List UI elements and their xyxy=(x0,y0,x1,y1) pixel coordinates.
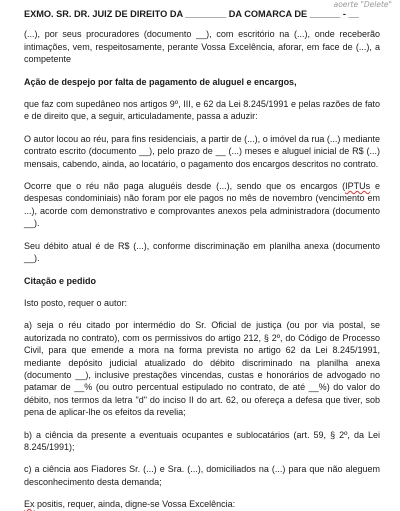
facts-paragraph-1: O autor locou ao réu, para fins residenciais, a partir de (...), o imóvel da rua (...) mediante contrato escrito (documento __), pelo prazo de __ (...) meses e aluguel inicial de R$ (...) mensais, cabendo, ainda, ao locatário, o pagamento dos encargos descritos no contrato. xyxy=(24,133,380,169)
ex-spellcheck-word: Ex xyxy=(24,499,35,510)
document-body xyxy=(24,8,380,511)
court-heading: EXMO. SR. DR. JUIZ DE DIREITO DA ________ DA COMARCA DE ______ - __ xyxy=(24,9,359,19)
closing-line xyxy=(24,498,380,510)
facts-paragraph-2-start: Ocorre que o réu não paga aluguéis desde (...), sendo que os encargos ( xyxy=(24,181,346,192)
iptu-spellcheck-word: IPTUs xyxy=(345,181,371,192)
debt-paragraph: Seu débito atual é de R$ (...), conforme discriminação em planilha anexa (documento __). xyxy=(24,240,380,264)
section-title: Citação e pedido xyxy=(24,275,97,286)
request-item-b: b) a ciência da presente a eventuais ocupantes e sublocatários (art. 59, § 2º, da Lei 8.245/1991); xyxy=(24,429,380,452)
watermark-text: aoerte "Delete" xyxy=(333,0,392,9)
fundament-paragraph: que faz com supedâneo nos artigos 9º, III, e 62 da Lei 8.245/1991 e pelas razões de fato e de direito que, a seguir, articuladamente, passa a aduzir: xyxy=(24,99,380,122)
intro-paragraph: (...), por seus procuradores (documento __), com escritório na (...), onde receberão intimações, vem, respeitosamente, perante Vossa Excelência, aforar, em face de (...), a competente xyxy=(24,29,380,65)
request-item-c: c) a ciência aos Fiadores Sr. (...) e Sra. (...), domiciliados na (...) para que não aleguem desconhecimento desta demanda; xyxy=(24,464,380,487)
closing-line-rest: positis, requer, ainda, digne-se Vossa Excelência: xyxy=(34,499,236,510)
request-intro: Isto posto, requer o autor: xyxy=(24,297,128,308)
request-item-a: a) seja o réu citado por intermédio do Sr. Oficial de justiça (ou por via postal, se autorizada no contrato), com os permissivos do artigo 212, § 2º, do Código de Processo Civil, para que emende a mora na forma prevista no artigo 62 da Lei 8.245/1991, mediante depósito judicial atualizado do débito discriminado na planilha anexa (documento __), inclusive prestações vincendas, custas e honorários de advogado no patamar de __% (ou outro percentual estipulado no contrato, de até __%) do valor do débito, nos termos da letra "d" do inciso II do art. 62, ou ofereça a defesa que tiver, sob pena de aplicar-lhe os efeitos da revelia; xyxy=(24,320,380,418)
action-title: Ação de despejo por falta de pagamento de aluguel e encargos, xyxy=(24,76,297,87)
facts-paragraph-2-end: e despesas condominiais) não foram por ele pagos no mês de novembro (vencimento em ...), acorde com demonstrativo e comprovantes anexos pela administradora (documento __). xyxy=(24,181,380,229)
facts-paragraph-2 xyxy=(24,180,380,230)
